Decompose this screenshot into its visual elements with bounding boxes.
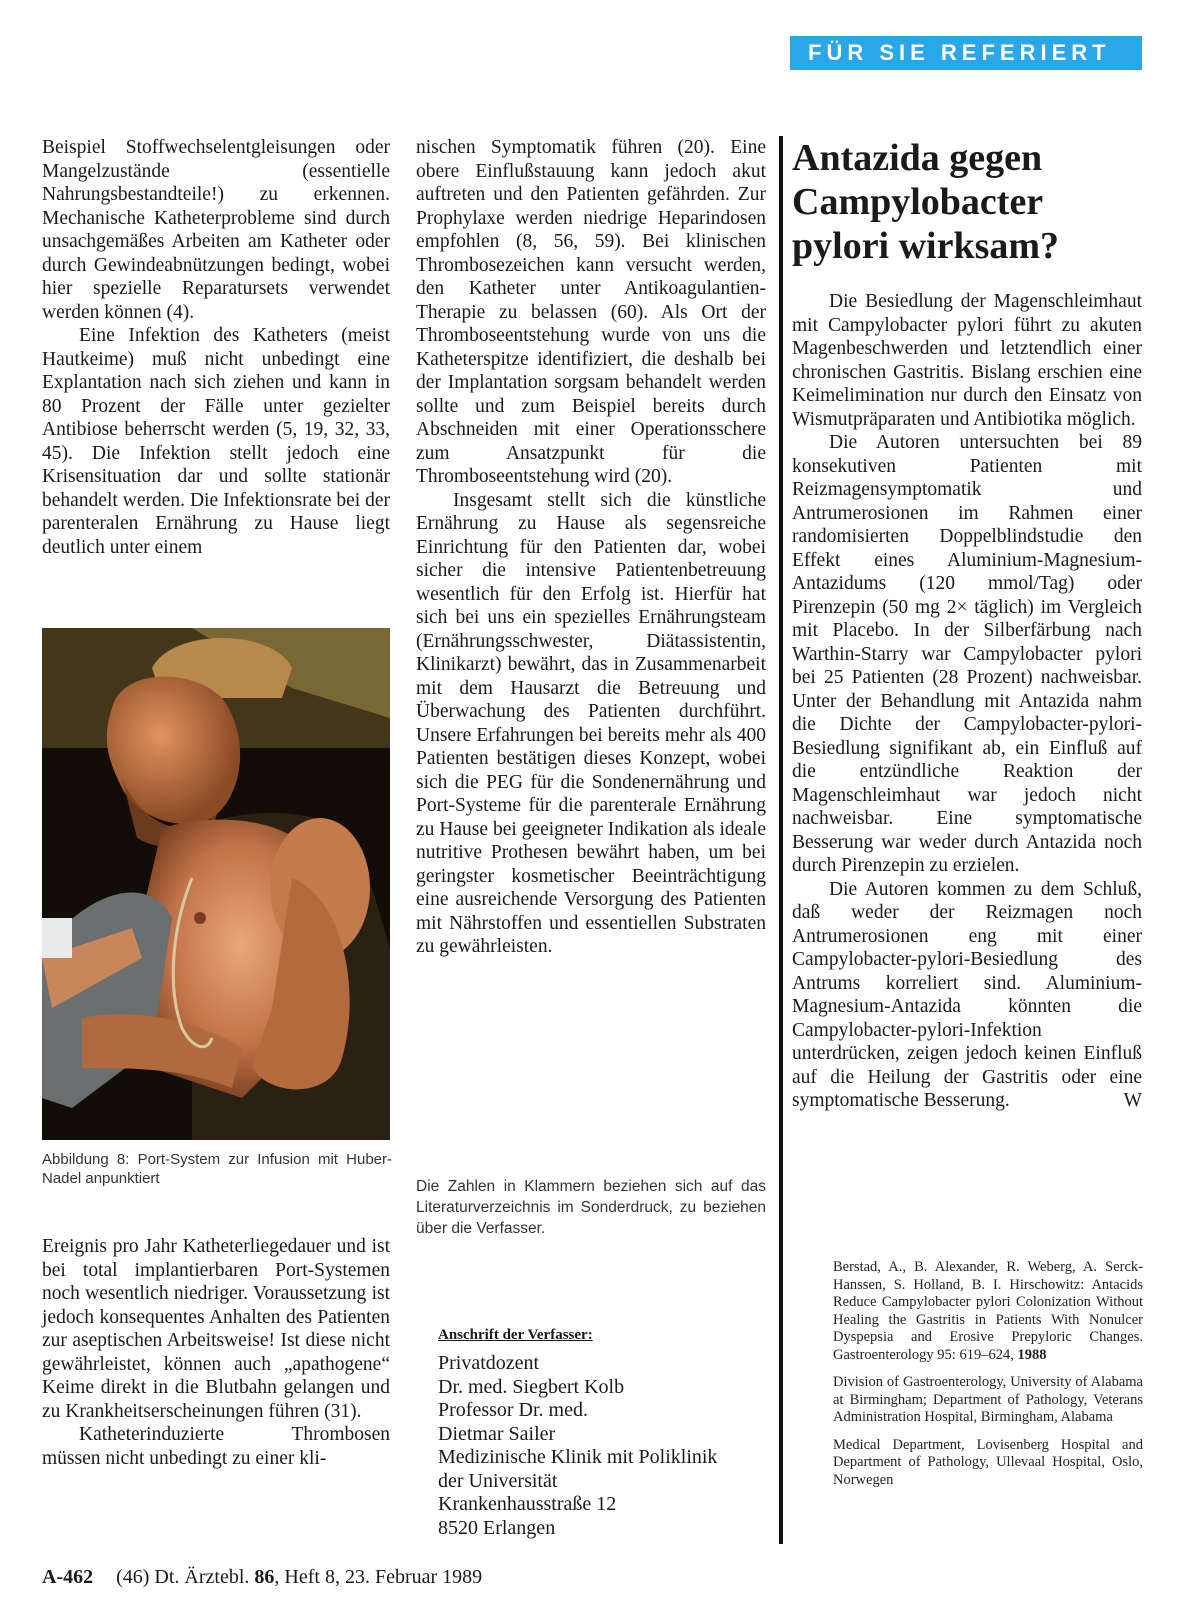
column-divider: [779, 136, 783, 1544]
patient-photo-illustration: [42, 628, 390, 1140]
column-2: [416, 136, 766, 959]
paragraph: nischen Symptomatik führen (20). Eine obere Einflußstauung kann jedoch akut auftreten und den Patienten gefährden. Zur Prophylaxe werden niedrige Heparindosen empfohlen (8, 56, 59). Bei klinischen Thrombosezeichen kann versucht werden, den Katheter unter Antikoagulantien-Therapie zu belassen (60). Als Ort der Thromboseentstehung wurde von uns die Katheterspitze identifiziert, die deshalb bei der Implantation sorgsam behandelt werden sollte und zum Beispiel bereits durch Abschneiden mit einer Operationsschere zum Ansatzpunkt für die Thromboseentstehung wird (20).: [416, 137, 766, 487]
address-line: der Universität: [438, 1469, 558, 1492]
paragraph: Die Besiedlung der Magenschleimhaut mit Campylobacter pylori führt zu akuten Magenbeschwerden und letztendlich einer chronischen Gastritis. Bislang erschien eine Keimelimination nur durch den Einsatz von Wismutpräparaten und Antibiotika möglich.: [792, 291, 1142, 430]
address-line: Medizinische Klinik mit Poliklinik: [438, 1446, 718, 1468]
sidebar-article: [792, 136, 1142, 1113]
paragraph: Beispiel Stoffwechselentgleisungen oder Mangelzustände (essentielle Nahrungsbestandteile!) zu erkennen. Mechanische Katheterprobleme sind durch unsachgemäßes Arbeiten am Katheter oder durch Gewindeabnützungen bedingt, wobei hier spezielle Reparatursets verwendet werden können (4).: [42, 137, 390, 323]
author-signature: W: [1123, 1090, 1142, 1111]
column-1-top: [42, 136, 390, 559]
references-note: Die Zahlen in Klammern beziehen sich auf das Literaturverzeichnis im Sonderdruck, zu beziehen über die Verfasser.: [416, 1178, 766, 1237]
paragraph: [792, 878, 1142, 1113]
address-line: 8520 Erlangen: [438, 1516, 556, 1539]
journal-ref: (46) Dt. Ärztebl.: [116, 1566, 250, 1588]
paragraph-text: Die Autoren kommen zu dem Schluß, daß weder der Reizmagen noch Antrumerosionen eng mit einer Campylobacter-pylori-Besiedlung des Antrums korreliert sind. Aluminium-Magnesium-Antazida könnten die Campylobacter-pylori-Infektion unterdrücken, zeigen jedoch keinen Einfluß auf die Heilung der Gastritis oder eine symptomatische Besserung.: [792, 878, 1142, 1111]
paragraph: Katheterinduzierte Thrombosen müssen nicht unbedingt zu einer kli-: [42, 1424, 390, 1469]
address-line: Dietmar Sailer: [438, 1422, 556, 1445]
journal-volume: 86: [254, 1566, 275, 1588]
address-heading: Anschrift der Verfasser:: [438, 1327, 593, 1343]
paragraph: Insgesamt stellt sich die künstliche Ernährung zu Hause als segensreiche Einrichtung für den Patienten dar, wobei sicher die intensive Patientenbetreuung wesentlich für den Erfolg ist. Hierfür hat sich bei uns ein spezielles Ernährungsteam (Ernährungsschwester, Diätassistentin, Klinikarzt) bewährt, das in Zusammenarbeit mit dem Hausarzt die Betreuung und Überwachung des Patienten durchführt. Unsere Erfahrungen bei bereits mehr als 400 Patienten bestätigen dieses Konzept, wobei sich die PEG für die Sondenernährung und Port-Systeme für die parenterale Ernährung zu Hause bei geeigneter Indikation als ideale nutritive Prothesen bewährt haben, um bei geringster kosmetischer Beeinträchtigung eine ausreichende Versorgung des Patienten mit Nährstoffen und essentiellen Substraten zu gewährleisten.: [416, 489, 766, 957]
citation-year: 1988: [1017, 1346, 1047, 1363]
author-address: [438, 1352, 717, 1540]
address-line: Krankenhausstraße 12: [438, 1493, 617, 1515]
page-number: A-462: [42, 1566, 94, 1588]
affiliation: Division of Gastroenterology, University of Alabama at Birmingham; Department of Pathology, Veterans Administration Hospital, Birmingham, Alabama: [833, 1374, 1143, 1425]
address-line: Dr. med. Siegbert Kolb: [438, 1375, 625, 1398]
paragraph: Ereignis pro Jahr Katheterliegedauer und ist bei total implantierbaren Port-Systemen noch wesentlich niedriger. Voraussetzung ist jedoch konsequentes Anhalten des Patienten zur aseptischen Arbeitsweise! Ist diese nicht gewährleistet, können auch „apathogene“ Keime direkt in die Blutbahn gelangen und zu Krankheitserscheinungen führen (31).: [42, 1236, 390, 1422]
address-line: Professor Dr. med.: [438, 1399, 588, 1421]
figure-photo: [42, 628, 390, 1140]
figure-caption: Abbildung 8: Port-System zur Infusion mit Huber-Nadel anpunktiert: [42, 1151, 392, 1187]
affiliation: Medical Department, Lovisenberg Hospital and Department of Pathology, Ullevaal Hospital, Oslo, Norwegen: [833, 1436, 1143, 1488]
paragraph: Die Autoren untersuchten bei 89 konsekutiven Patienten mit Reizmagensymptomatik und Antrumerosionen im Rahmen einer randomisierten Doppelblindstudie den Effekt eines Aluminium-Magnesium-Antazidums (120 mmol/Tag) oder Pirenzepin (50 mg 2× täglich) im Vergleich mit Placebo. In der Silberfärbung nach Warthin-Starry war Campylobacter pylori bei 25 Patienten (28 Prozent) nachweisbar. Unter der Behandlung mit Antazida nahm die Dichte der Campylobacter-pylori-Besiedlung signifikant ab, ein Einfluß auf die entzündliche Reaktion der Magenschleimhaut war jedoch nicht nachweisbar. Eine symptomatische Besserung war weder durch Antazida noch durch Pirenzepin zu erzielen.: [792, 432, 1142, 876]
citation: [833, 1259, 1143, 1364]
sidebar-headline: Antazida gegen Campylobacter pylori wirksam?: [792, 137, 1060, 267]
column-1-bottom: [42, 1235, 390, 1470]
paragraph: Eine Infektion des Katheters (meist Hautkeime) muß nicht unbedingt eine Explantation nach sich ziehen und kann in 80 Prozent der Fälle unter gezielter Antibiose beherrscht werden (5, 19, 32, 33, 45). Die Infektion stellt jedoch eine Krisensituation dar und sollte stationär behandelt werden. Die Infektionsrate bei der parenteralen Ernährung zu Hause liegt deutlich unter einem: [42, 325, 390, 558]
page-footer: [42, 1566, 482, 1589]
citation-text: Berstad, A., B. Alexander, R. Weberg, A. Serck-Hanssen, S. Holland, B. I. Hirschowitz: Antacids Reduce Campylobacter pylori Colonization Without Healing the Gastritis in Patients With Nonulcer Dyspepsia and Erosive Prepyloric Changes. Gastroenterology 95: 619–624,: [833, 1259, 1143, 1363]
address-line: Privatdozent: [438, 1352, 540, 1374]
section-tag: FÜR SIE REFERIERT: [790, 36, 1142, 70]
sidebar-references: [833, 1259, 1143, 1499]
journal-issue: , Heft 8, 23. Februar 1989: [274, 1566, 483, 1588]
